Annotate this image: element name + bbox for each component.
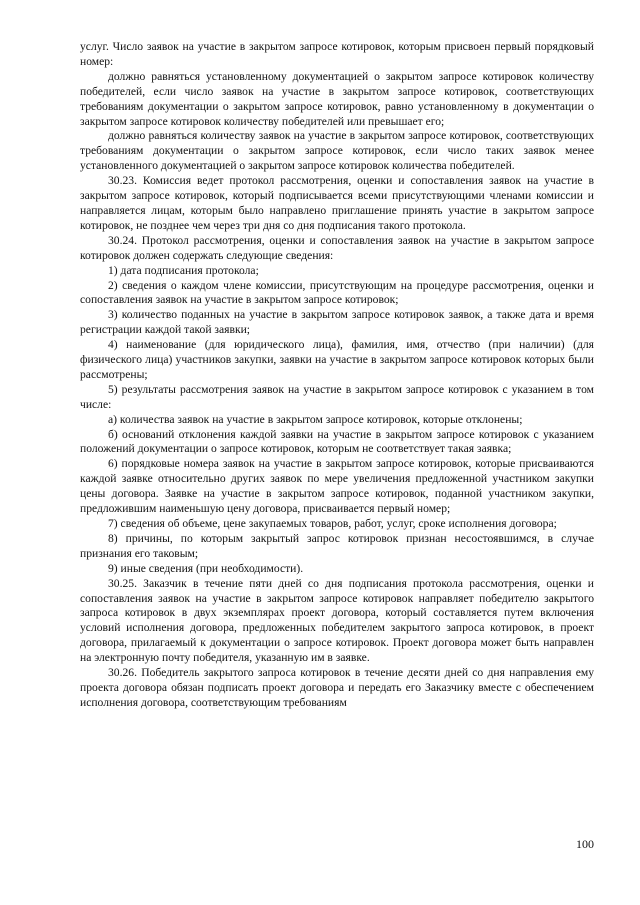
paragraph-30-24: 30.24. Протокол рассмотрения, оценки и сопоставления заявок на участие в закрытом запросе котировок должен содержать следующие сведения:: [80, 233, 594, 262]
paragraph-winners-equal: должно равняться установленному документацией о закрытом запросе котировок количеству победителей, если число заявок на участие в закрытом запросе котировок, соответствующих требованиям документации о закрытом запросе котировок, равно установленному в документации о закрытом запросе котировок количеству победителей или превышает его;: [80, 69, 594, 128]
paragraph-continuation: услуг. Число заявок на участие в закрытом запросе котировок, которым присвоен первый порядковый номер:: [80, 40, 594, 68]
list-item-6: 6) порядковые номера заявок на участие в закрытом запросе котировок, которые присваиваются каждой заявке относительно других заявок по мере увеличения предложенной участником закупки цены договора. Заявке на участие в закрытом запросе котировок, поданной участником закупки, предложившим наименьшую цену договора, присваивается первый номер;: [80, 457, 594, 516]
list-item-7: 7) сведения об объеме, цене закупаемых товаров, работ, услуг, сроке исполнения договора;: [108, 517, 557, 530]
list-item-1: 1) дата подписания протокола;: [108, 263, 259, 277]
list-item-4: 4) наименование (для юридического лица), фамилия, имя, отчество (при наличии) (для физического лица) участников закупки, заявки на участие в закрытом запросе котировок которых были рассмотрены;: [80, 338, 594, 381]
list-item-5b: б) оснований отклонения каждой заявки на участие в закрытом запросе котировок с указанием положений документации о запросе котировок, которым не соответствует такая заявка;: [80, 427, 594, 456]
paragraph-30-23: 30.23. Комиссия ведет протокол рассмотрения, оценки и сопоставления заявок на участие в закрытом запросе котировок, который подписывается всеми присутствующими членами комиссии и направляется лицам, которым было направлено приглашение принять участие в закрытом запросе котировок, не позднее чем через три дня со дня подписания такого протокола.: [80, 174, 594, 232]
paragraph-winners-less: должно равняться количеству заявок на участие в закрытом запросе котировок, соответствующих требованиям документации о закрытом запросе котировок, если число таких заявок менее установленного документацией о закрытом запросе котировок количества победителей.: [80, 129, 594, 173]
paragraph-30-25: 30.25. Заказчик в течение пяти дней со дня подписания протокола рассмотрения, оценки и сопоставления заявок на участие в закрытом запросе котировок направляет победителю закрытого запроса котировок в двух экземплярах проект договора, который составляется путем включения условий исполнения договора, предложенных победителем закрытого запроса котировок, в проект договора, прилагаемый к документации о запросе котировок. Проект договора может быть направлен на электронную почту победителя, указанную им в заявке.: [80, 576, 594, 665]
list-item-8: 8) причины, по которым закрытый запрос котировок признан несостоявшимся, в случае признания его таковым;: [80, 531, 594, 560]
page-number: 100: [576, 837, 594, 851]
list-item-5a: а) количества заявок на участие в закрытом запросе котировок, которые отклонены;: [108, 412, 523, 426]
list-item-5: 5) результаты рассмотрения заявок на участие в закрытом запросе котировок с указанием в том числе:: [80, 382, 594, 411]
list-item-9: 9) иные сведения (при необходимости).: [108, 561, 304, 575]
list-item-3: 3) количество поданных на участие в закрытом запросе котировок заявок, а также дата и время регистрации каждой такой заявки;: [80, 308, 594, 337]
list-item-2: 2) сведения о каждом члене комиссии, присутствующим на процедуре рассмотрения, оценки и сопоставления заявок на участие в закрытом запросе котировок;: [80, 278, 594, 307]
paragraph-30-26: 30.26. Победитель закрытого запроса котировок в течение десяти дней со дня направления ему проекта договора обязан подписать проект договора и передать его Заказчику вместе с обеспечением исполнения договора, соответствующим требованиям: [80, 666, 594, 709]
document-body: [80, 40, 594, 711]
